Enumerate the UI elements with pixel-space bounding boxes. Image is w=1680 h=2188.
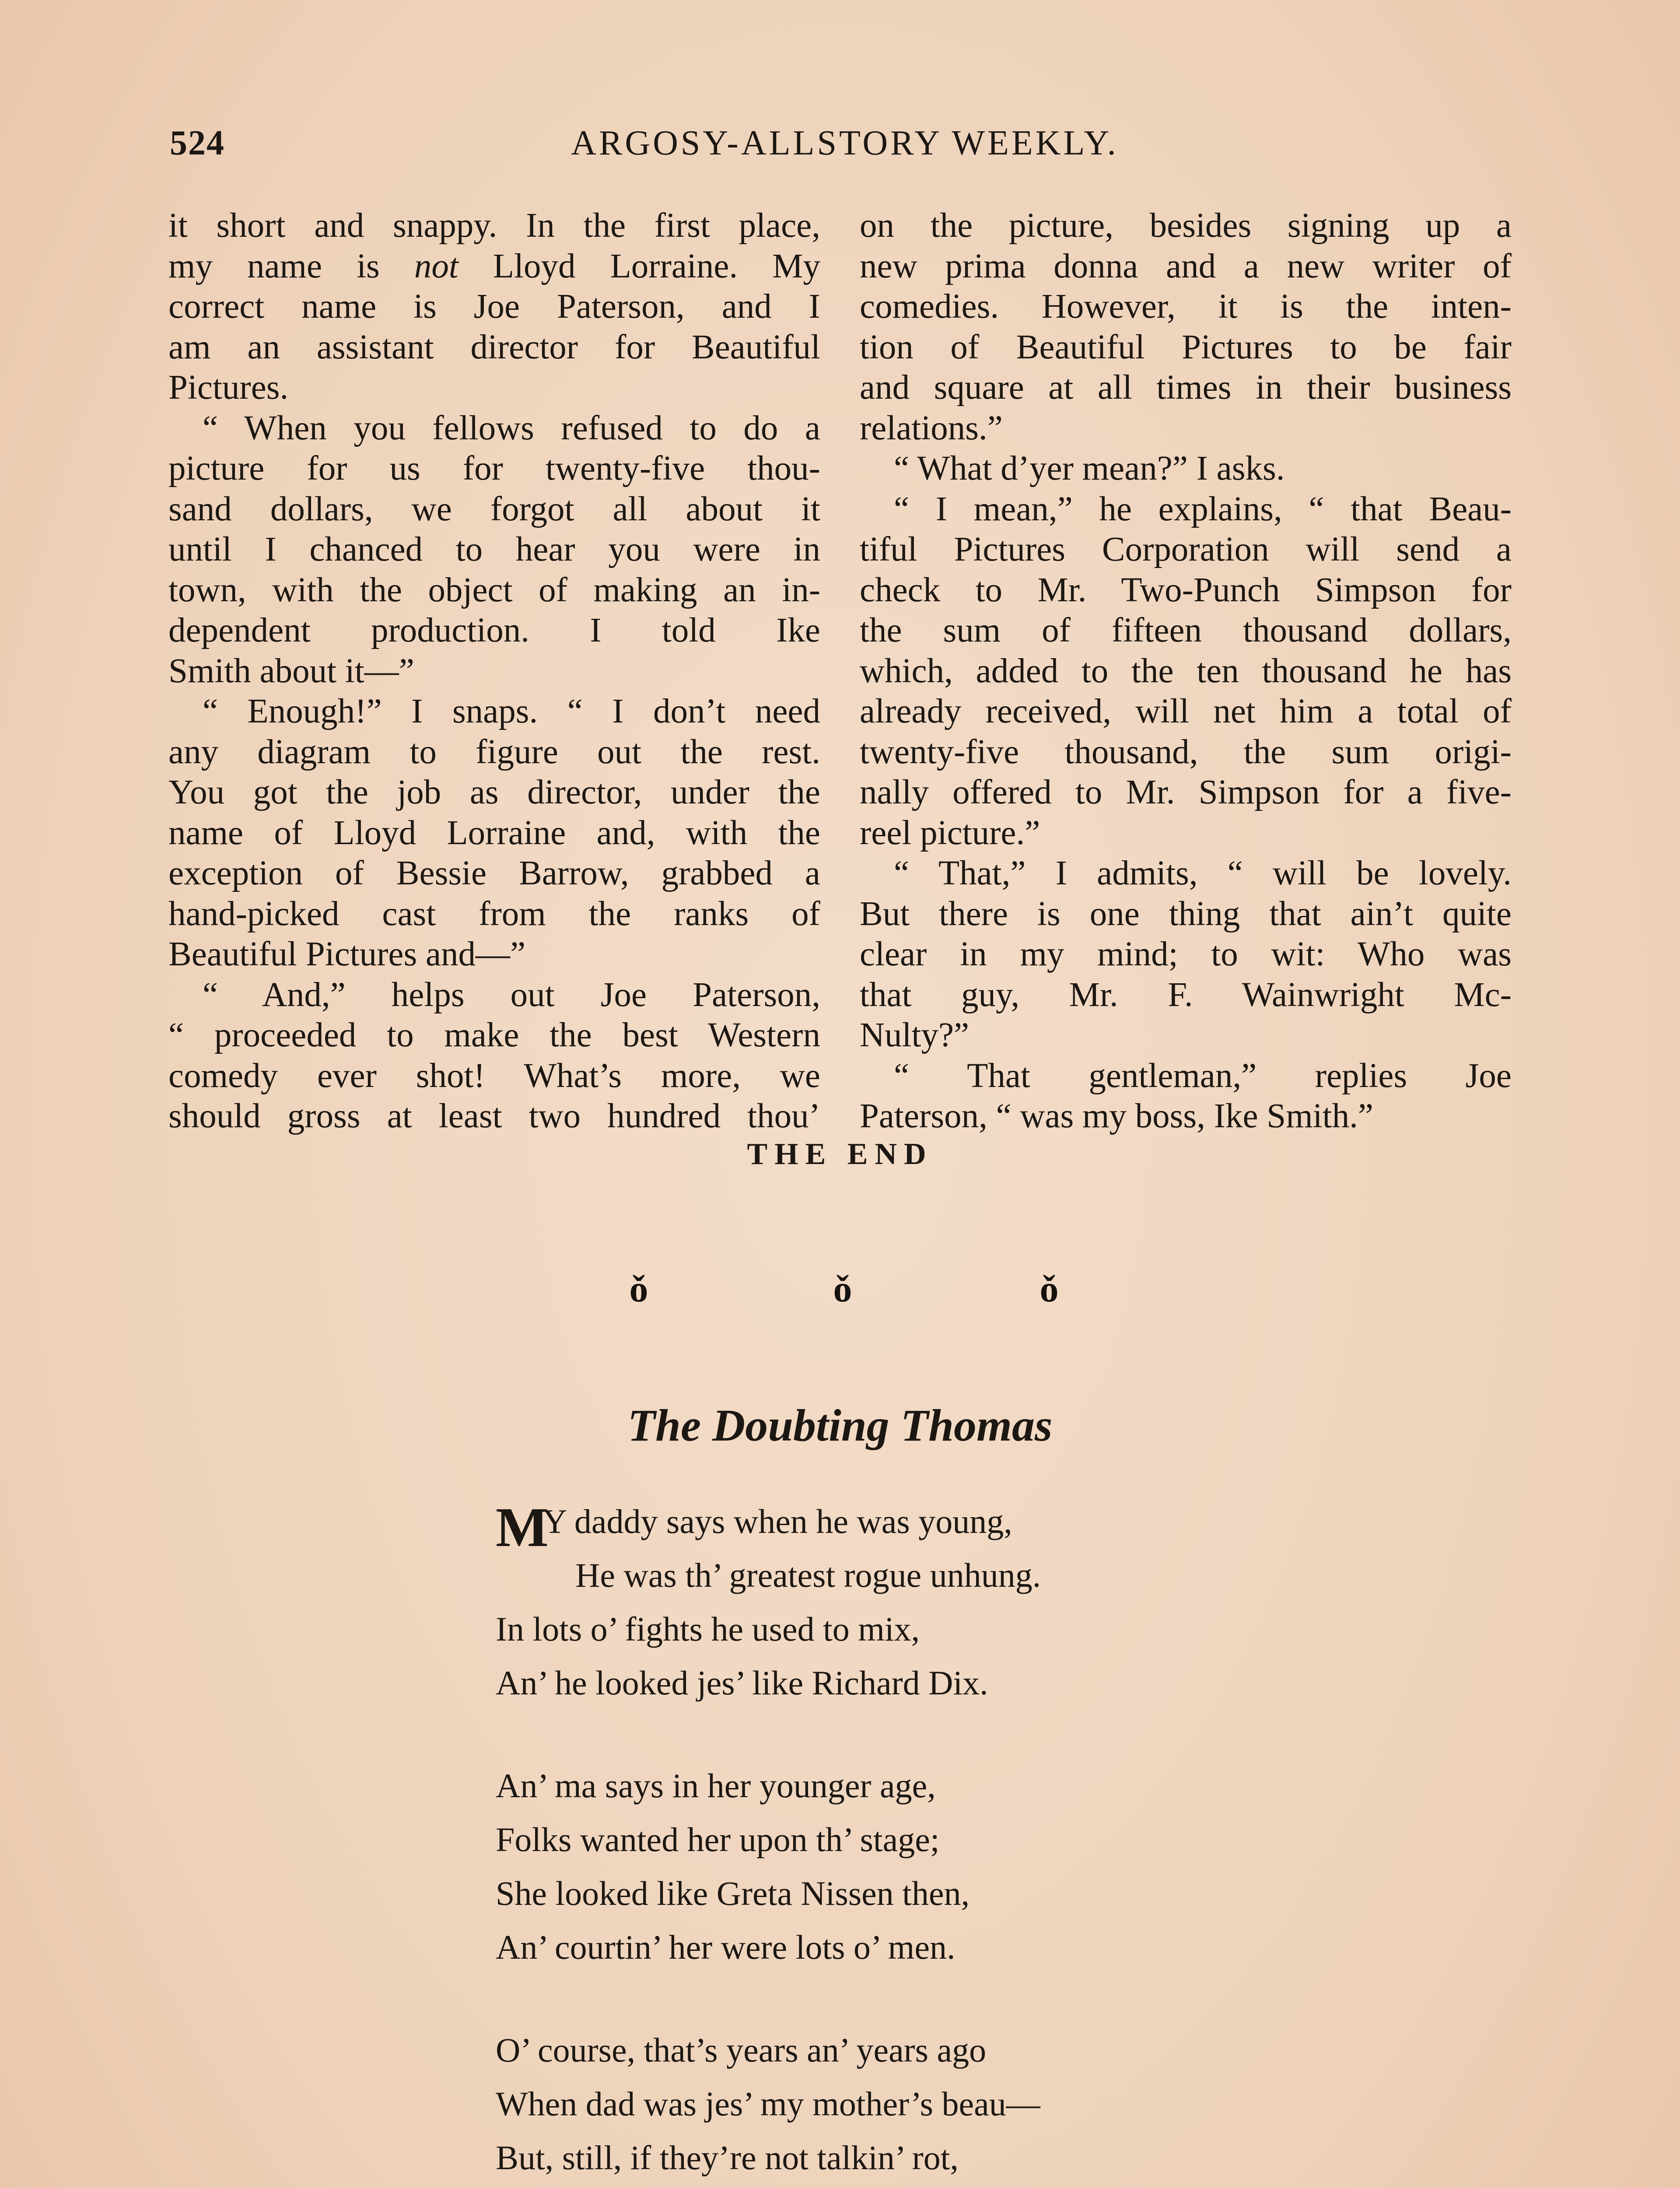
text-line: “ I mean,” he explains, “ that Beau-: [894, 490, 1512, 528]
ornament-icon: ǒ: [833, 1268, 852, 1310]
text-line: dependent production. I told Ike: [168, 611, 820, 649]
text-line: Smith about it—”: [168, 652, 414, 690]
text-line: town, with the object of making an in-: [168, 571, 820, 609]
verse-line: An’ courtin’ her were lots o’ men.: [496, 1928, 956, 1966]
text-line: already received, will net him a total of: [860, 692, 1512, 730]
text-line: am an assistant director for Beautiful: [168, 328, 820, 366]
text-line: tion of Beautiful Pictures to be fair: [860, 328, 1512, 366]
text-line: any diagram to figure out the rest.: [168, 733, 820, 771]
verse-line-text: Y daddy says when he was young,: [542, 1502, 1012, 1540]
text-line: Pictures.: [168, 368, 289, 407]
text-line: tiful Pictures Corporation will send a: [860, 530, 1512, 568]
text-line: You got the job as director, under the: [168, 773, 820, 811]
ornament-icon: ǒ: [1040, 1268, 1059, 1310]
stanza: [496, 2023, 1239, 2188]
text-line: “ That,” I admits, “ will be lovely.: [894, 854, 1512, 892]
text-line: new prima donna and a new writer of: [860, 247, 1512, 285]
left-text-column: [168, 206, 820, 1137]
verse-line: [496, 1494, 1239, 1558]
text-line: twenty-five thousand, the sum origi-: [860, 733, 1512, 771]
text-line: nally offered to Mr. Simpson for a five-: [860, 773, 1512, 811]
drop-cap: M: [496, 1496, 549, 1558]
page-header: [170, 117, 1520, 170]
the-end-label: THE END: [747, 1137, 933, 1171]
text-line: which, added to the ten thousand he has: [860, 652, 1512, 690]
verse-line: Folks wanted her upon th’ stage;: [496, 1820, 940, 1858]
text-line: and square at all times in their business: [860, 368, 1512, 407]
ornament-icon: ǒ: [629, 1268, 648, 1310]
text-line: picture for us for twenty-five thou-: [168, 449, 820, 487]
verse-line: An’ ma says in her younger age,: [496, 1767, 936, 1805]
text-line: the sum of fifteen thousand dollars,: [860, 611, 1512, 649]
text-line: “ When you fellows refused to do a: [203, 409, 820, 447]
stanza: [496, 1494, 1239, 1710]
text-line: on the picture, besides signing up a: [860, 207, 1512, 245]
text-line: check to Mr. Two-Punch Simpson for: [860, 571, 1512, 609]
text-line: exception of Bessie Barrow, grabbed a: [168, 854, 820, 892]
text-line: “ proceeded to make the best Western: [168, 1016, 820, 1054]
text-line: comedy ever shot! What’s more, we: [168, 1056, 820, 1095]
text-line: relations.”: [860, 409, 1003, 447]
text-line: Nulty?”: [860, 1016, 970, 1054]
page-number: 524: [170, 124, 225, 162]
running-title: ARGOSY-ALLSTORY WEEKLY.: [571, 124, 1119, 162]
text-line: But there is one thing that ain’t quite: [860, 894, 1512, 933]
verse-line: In lots o’ fights he used to mix,: [496, 1610, 920, 1648]
stanza-gap: [496, 1974, 1239, 2023]
text-line: correct name is Joe Paterson, and I: [168, 288, 820, 326]
verse-line: But, still, if they’re not talkin’ rot,: [496, 2139, 959, 2177]
text-line: “ And,” helps out Joe Paterson,: [203, 975, 820, 1014]
stanza: [496, 1759, 1239, 1974]
verse-line: He was th’ greatest rogue unhung.: [575, 1556, 1041, 1594]
right-text-column: [860, 206, 1512, 1137]
verse-line: An’ he looked jes’ like Richard Dix.: [496, 1664, 988, 1702]
poem-body: [496, 1494, 1239, 2188]
text-line: Beautiful Pictures and—”: [168, 935, 526, 973]
text-line: sand dollars, we forgot all about it: [168, 490, 820, 528]
poem-title: The Doubting Thomas: [627, 1400, 1053, 1451]
verse-line: She looked like Greta Nissen then,: [496, 1874, 970, 1912]
verse-line: When dad was jes’ my mother’s beau—: [496, 2085, 1040, 2123]
text-line: that guy, Mr. F. Wainwright Mc-: [860, 975, 1512, 1014]
ornament-row: [0, 1268, 1680, 1311]
verse-line: O’ course, that’s years an’ years ago: [496, 2031, 987, 2069]
text-line: reel picture.”: [860, 813, 1040, 852]
stanza-gap: [496, 1710, 1239, 1759]
text-line: clear in my mind; to wit: Who was: [860, 935, 1512, 973]
text-line: “ What d’yer mean?” I asks.: [894, 449, 1285, 487]
text-line: comedies. However, it is the inten-: [860, 288, 1512, 326]
verse-line: [496, 2184, 1239, 2188]
text-line: hand-picked cast from the ranks of: [168, 894, 820, 933]
text-line: it short and snappy. In the first place,: [168, 207, 820, 245]
text-line: “ That gentleman,” replies Joe: [894, 1056, 1512, 1095]
text-line: Paterson, “ was my boss, Ike Smith.”: [860, 1097, 1373, 1135]
text-line: should gross at least two hundred thou’: [168, 1097, 820, 1135]
text-line: my name is not Lloyd Lorraine. My: [168, 247, 820, 285]
text-line: “ Enough!” I snaps. “ I don’t need: [203, 692, 820, 730]
text-line: name of Lloyd Lorraine and, with the: [168, 813, 820, 852]
text-line: until I chanced to hear you were in: [168, 530, 820, 568]
